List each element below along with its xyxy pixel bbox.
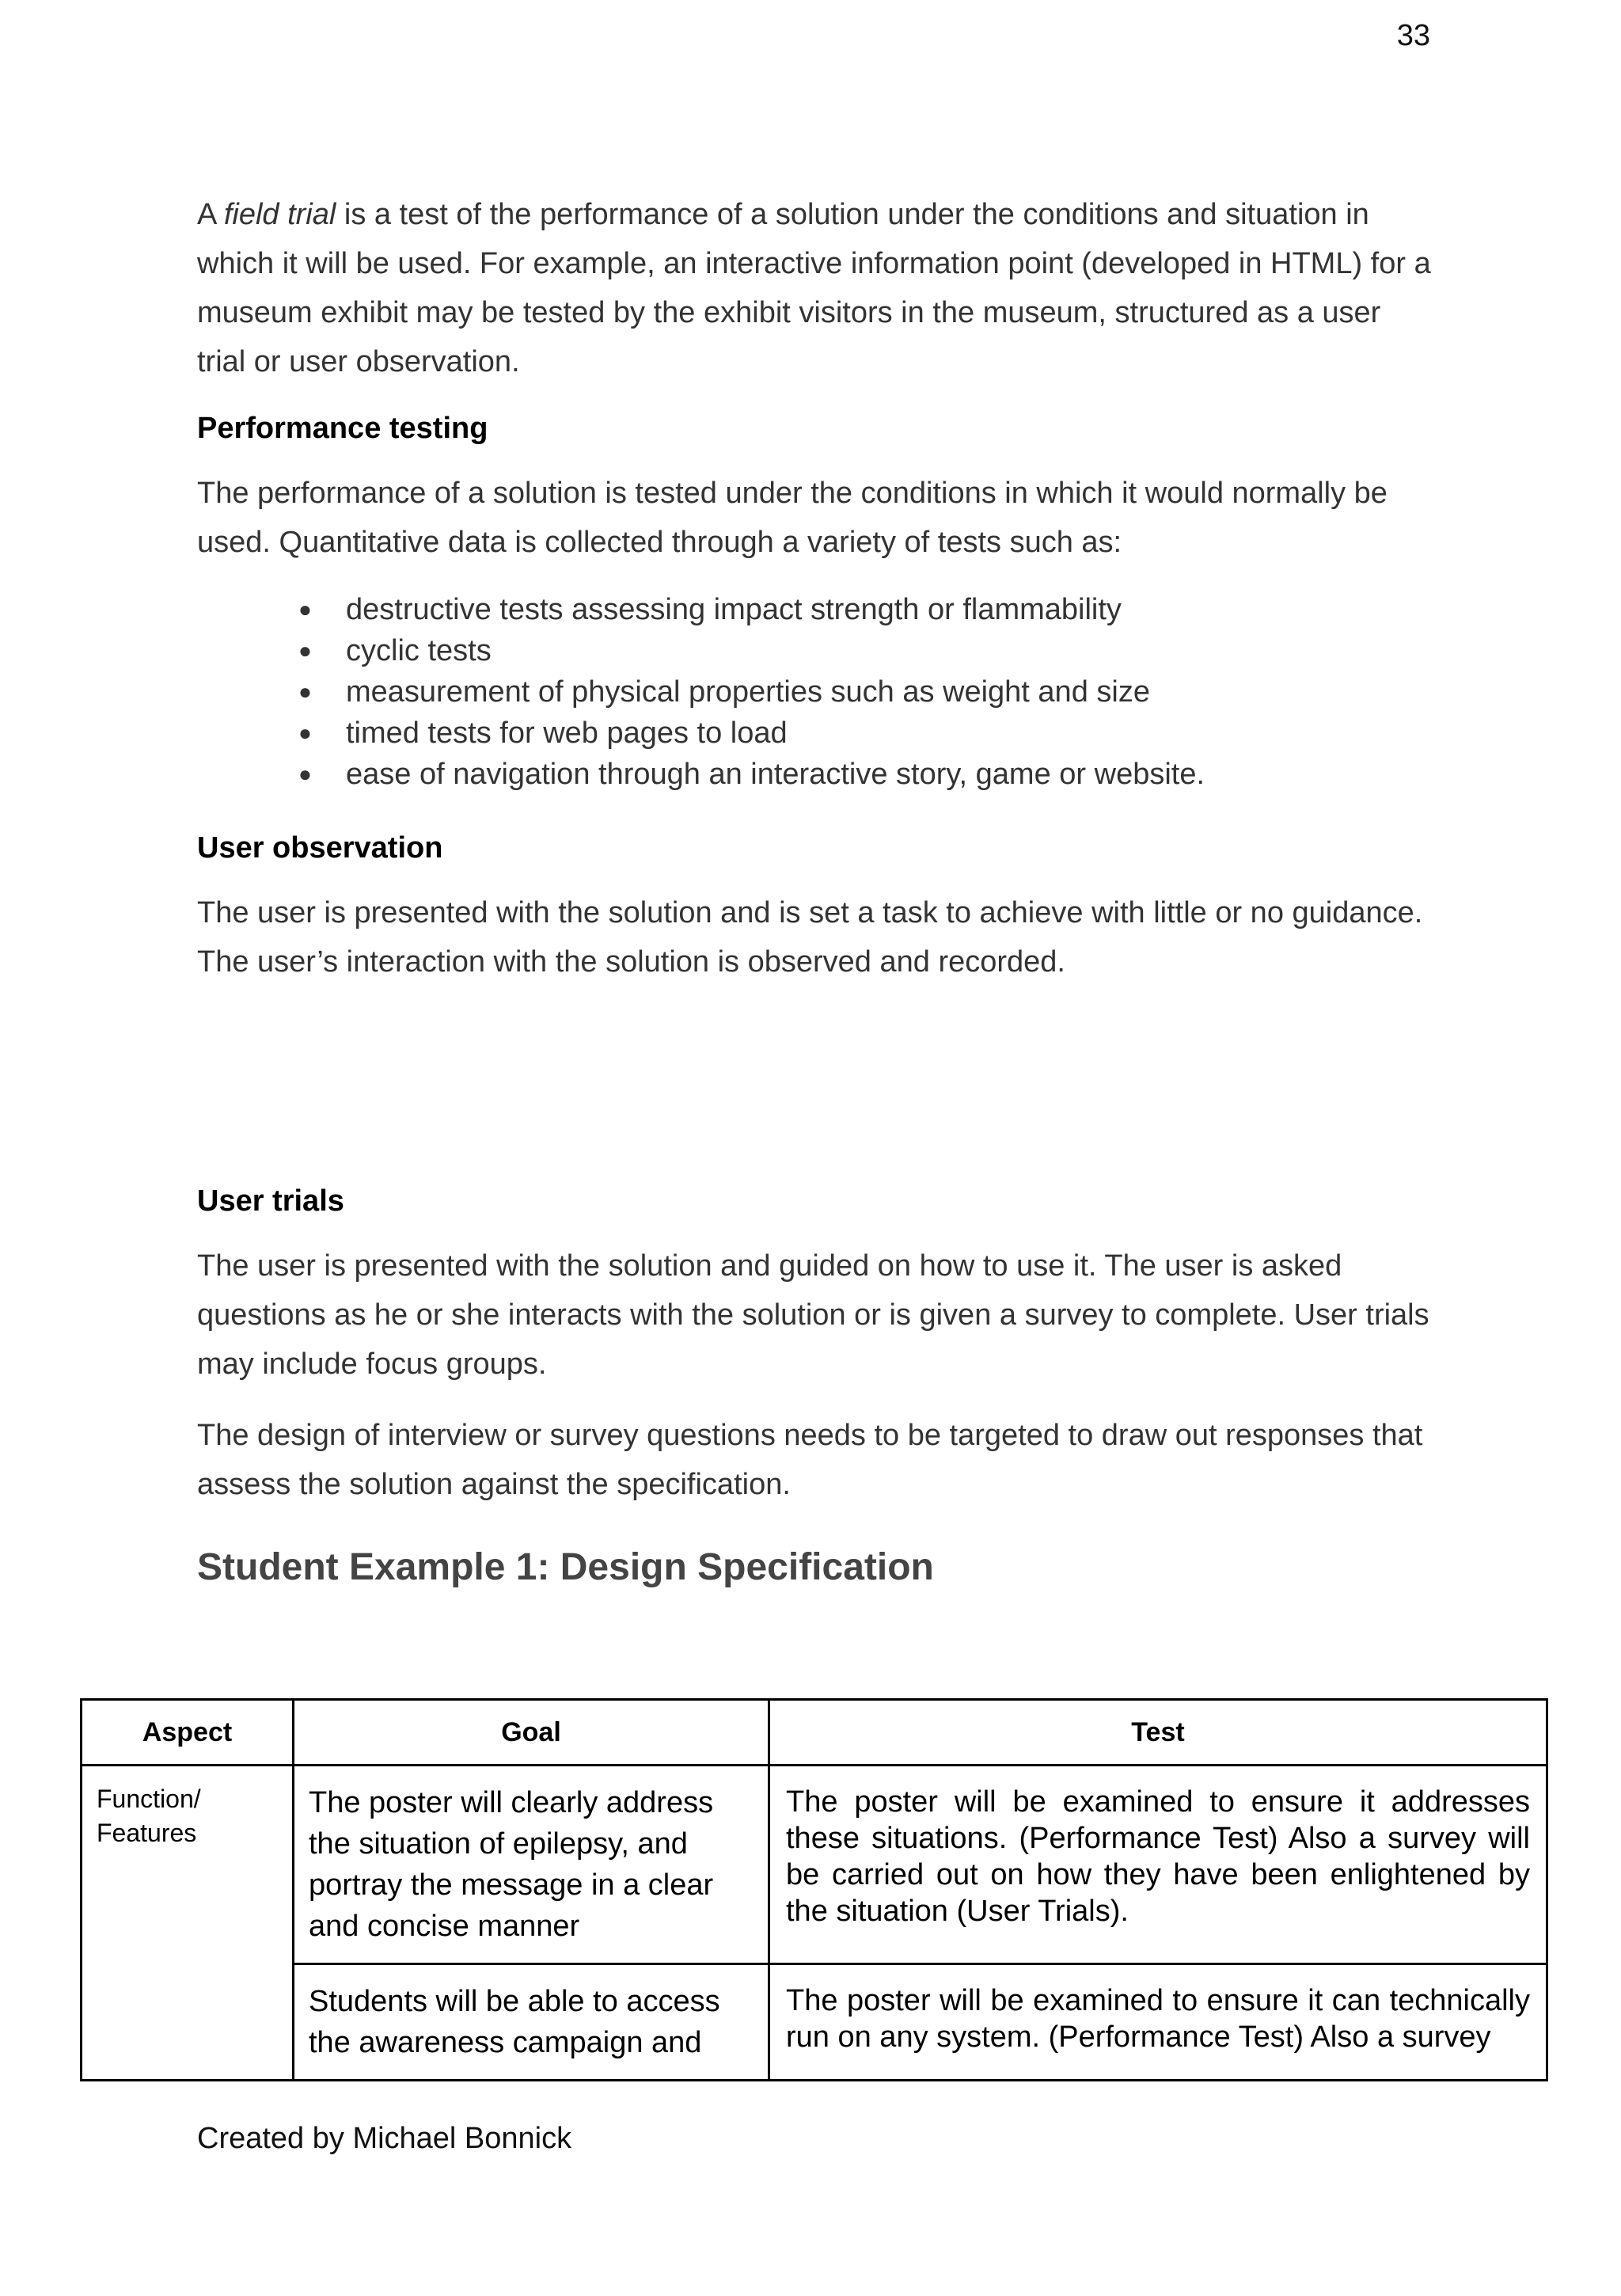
field-trial-paragraph xyxy=(197,190,1432,386)
user-trials-paragraph: The user is presented with the solution and guided on how to use it. The user is asked questions as he or she interacts with the solution or is given a survey to complete. User trials may include focus groups. xyxy=(197,1249,1429,1381)
survey-design-paragraph: The design of interview or survey questions needs to be targeted to draw out responses that assess the solution against the specification. xyxy=(197,1419,1423,1501)
list-item: ● measurement of physical properties such as weight and size xyxy=(298,671,1432,713)
list-item: ● cyclic tests xyxy=(298,630,1432,671)
test-column-header: Test xyxy=(769,1700,1547,1766)
design-specification-table xyxy=(80,1698,1548,2081)
aspect-column-header: Aspect xyxy=(82,1700,294,1766)
spacer xyxy=(197,1009,1432,1181)
table-header-row xyxy=(82,1700,1547,1766)
list-item: ● destructive tests assessing impact strength or flammability xyxy=(298,589,1432,630)
aspect-cell: Function/ Features xyxy=(82,1766,294,2081)
performance-testing-heading: Performance testing xyxy=(197,412,488,445)
footer-credit: Created by Michael Bonnick xyxy=(197,2122,572,2155)
document-body xyxy=(197,190,1432,1591)
table-row xyxy=(82,1766,1547,1964)
page-number: 33 xyxy=(1396,19,1430,52)
user-observation-paragraph: The user is presented with the solution and is set a task to achieve with little or no guidance. The user’s interaction with the solution is observed and recorded. xyxy=(197,896,1423,979)
field-trial-term: field trial xyxy=(223,198,336,231)
student-example-heading: Student Example 1: Design Specification xyxy=(197,1546,934,1588)
user-trials-heading: User trials xyxy=(197,1184,344,1218)
list-item: ● ease of navigation through an interactive story, game or website. xyxy=(298,754,1432,795)
list-item: ● timed tests for web pages to load xyxy=(298,713,1432,754)
goal-cell: The poster will clearly address the situation of epilepsy, and portray the message in a clear and concise manner xyxy=(294,1766,769,1964)
performance-testing-paragraph: The performance of a solution is tested under the conditions in which it would normally be used. Quantitative data is collected through a variety of tests such as: xyxy=(197,477,1388,559)
table-row xyxy=(82,1964,1547,2081)
intro-text: is a test of the performance of a solution under the conditions and situation in which it will be used. For example, an interactive information point (developed in HTML) for a museum exhibit may be tested by the exhibit visitors in the museum, structured as a user trial or user observation. xyxy=(197,198,1431,378)
user-observation-heading: User observation xyxy=(197,831,443,865)
performance-tests-list xyxy=(197,589,1432,795)
test-cell: The poster will be examined to ensure it can technically run on any system. (Performance Test) Also a survey xyxy=(769,1964,1547,2081)
goal-cell: Students will be able to access the awareness campaign and xyxy=(294,1964,769,2081)
intro-prefix: A xyxy=(197,198,224,231)
test-cell: The poster will be examined to ensure it addresses these situations. (Performance Test) Also a survey will be carried out on how they have been enlightened by the situation (User Trials). xyxy=(769,1766,1547,1964)
goal-column-header: Goal xyxy=(294,1700,769,1766)
